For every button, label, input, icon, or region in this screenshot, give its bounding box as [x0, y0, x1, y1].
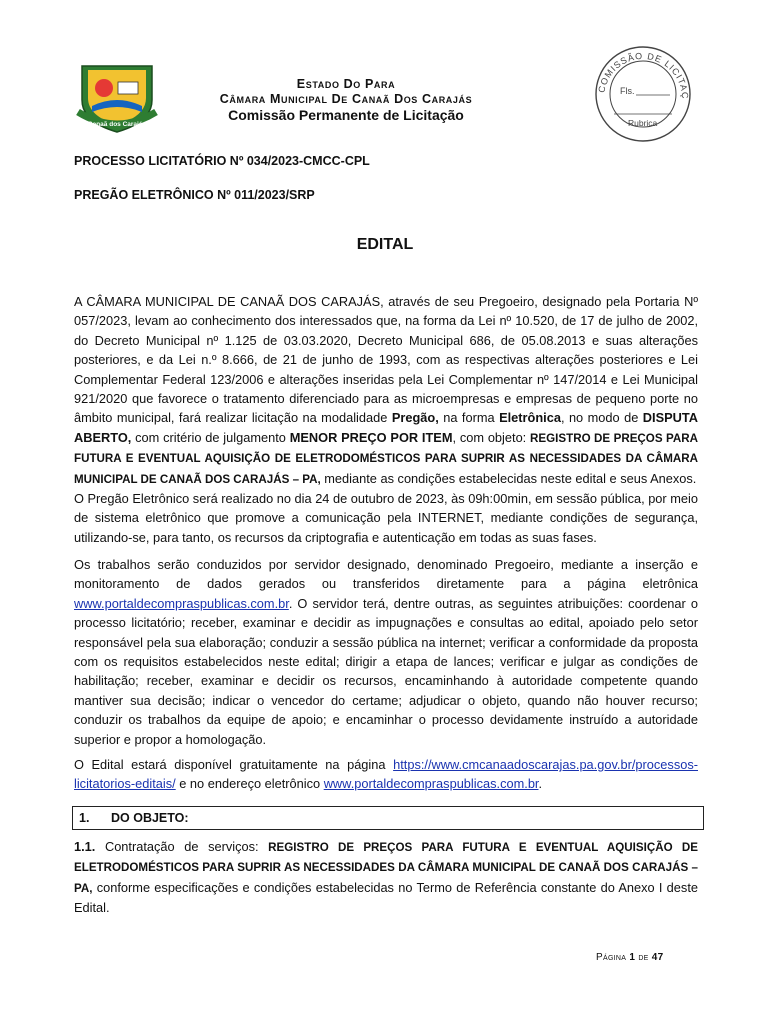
- session-paragraph: O Pregão Eletrônico será realizado no dia 24 de outubro de 2023, às 09h:00min, em sessão pública, por meio de sistema eletrônico que promove a comunicação pela INTERNET, mediante condições de segurança, utilizando-se, para tanto, os recursos da criptografia e autenticação em todas as suas fases.: [74, 491, 698, 545]
- text-span: . O servidor terá, dentre outras, as seguintes atribuições: coordenar o processo licitatório; receber, examinar e decidir as impugnações e consultas ao edital, apoiado pelo setor responsável pela sua elaboração; conduzir a sessão pública na internet; verificar a conformidade da proposta com os requisitos estabelecidos neste edital; dirigir a etapa de lances; verificar e julgar as condições de habilitação; receber, examinar e decidir os recursos, encaminhando à autoridade competente quando mantiver sua decisão; indicar o vencedor do certame; adjudicar o objeto, quando não houver recurso; conduzir os trabalhos da equipe de apoio; e encaminhar o processo devidamente instruído a autoridade superior e propor a homologação.: [74, 595, 698, 747]
- section-number: 1.: [79, 811, 90, 825]
- text-span: A CÂMARA MUNICIPAL DE CANAÃ DOS CARAJÁS, através de seu Pregoeiro, designado pela Portaria Nº 057/2023, levam ao conhecimento dos interessados que, na forma da Lei nº 10.520, de 17 de julho de 2002, do Decreto Municipal nº 1.125 de 03.03.2020, Decreto Municipal 686, de 05.08.2013 e suas alterações posteriores, e da Lei n.º 8.666, de 21 de junho de 1993, com as respectivas alterações posteriores e Lei Complementar Federal 123/2006 e alterações inseridas pela Lei Complementar nº 147/2014 e Lei Municipal 921/2020 que favorece o tratamento diferenciado para as microempresas e empresas de pequeno porte no âmbito municipal, fará realizar licitação na modalidade: [74, 294, 698, 426]
- clause-1-1: [74, 837, 698, 918]
- chamber-site-link[interactable]: https://www.cmcanaadoscarajas.pa.gov.br/processos-licitatorios-editais/: [74, 757, 698, 792]
- text-span: Contratação de serviços:: [95, 839, 269, 854]
- portal-link[interactable]: www.portaldecompraspublicas.com.br: [74, 595, 289, 611]
- availability-paragraph: [74, 755, 698, 794]
- commission-stamp: [590, 44, 696, 144]
- footer-page: 1: [629, 952, 636, 963]
- text-span: O Edital estará disponível gratuitamente na página: [74, 757, 394, 772]
- footer-sep: de: [638, 952, 649, 963]
- text-span: , com objeto:: [452, 429, 531, 445]
- portal-link-2[interactable]: www.portaldecompraspublicas.com.br: [323, 776, 539, 792]
- section-header-objeto: [72, 806, 704, 830]
- bold-span: Pregão,: [391, 410, 439, 426]
- duties-paragraph: [74, 555, 698, 749]
- svg-text:Fls.: Fls.: [620, 86, 635, 96]
- section-label: DO OBJETO:: [111, 811, 189, 825]
- bold-span: DISPUTA ABERTO,: [74, 410, 698, 445]
- page-footer: [596, 952, 663, 963]
- intro-paragraph: [74, 292, 698, 489]
- text-span: na forma: [438, 410, 500, 426]
- text-span: com critério de julgamento: [131, 429, 290, 445]
- stamp-seal-icon: [590, 44, 696, 144]
- text-span: Os trabalhos serão conduzidos por servidor designado, denominado Pregoeiro, mediante a inserção e monitoramento de dados gerados ou transferidos diretamente para a página eletrônica: [74, 557, 698, 592]
- text-span: , no modo de: [560, 410, 643, 426]
- bold-span: REGISTRO DE PREÇOS PARA FUTURA E EVENTUAL AQUISIÇÃO DE ELETRODOMÉSTICOS PARA SUPRIR AS NECESSIDADES DA CÂMARA MUNICIPAL DE CANAÃ DOS CARAJÁS – PA,: [74, 841, 698, 895]
- text-span: .: [538, 776, 543, 792]
- footer-total: 47: [651, 952, 664, 963]
- svg-text:COMISSÃO DE LICITAÇÃO: COMISSÃO DE LICITAÇ: [596, 50, 691, 100]
- pregao-number: PREGÃO ELETRÔNICO Nº 011/2023/SRP: [74, 188, 315, 202]
- svg-text:Rubrica: Rubrica: [628, 118, 658, 128]
- process-number: PROCESSO LICITATÓRIO Nº 034/2023-CMCC-CPL: [74, 154, 370, 168]
- text-span: conforme especificações e condições estabelecidas no Termo de Referência constante do Anexo I deste Edital.: [74, 879, 698, 916]
- svg-text:Canaã dos Carajás: Canaã dos Carajás: [87, 121, 147, 128]
- header-chamber: Câmara Municipal De Canaã Dos Carajás: [219, 92, 473, 106]
- header-commission: Comissão Permanente de Licitação: [228, 107, 464, 123]
- bold-span: REGISTRO DE PREÇOS PARA FUTURA E EVENTUAL AQUISIÇÃO DE ELETRODOMÉSTICOS PARA SUPRIR AS NECESSIDADES DA CÂMARA MUNICIPAL DE CANAÃ DOS CARAJÁS – PA,: [74, 431, 698, 486]
- text-span: e no endereço eletrônico: [175, 776, 324, 792]
- document-header: [160, 77, 532, 124]
- header-state: Estado Do Para: [296, 77, 396, 91]
- bold-span: MENOR PREÇO POR ITEM: [289, 429, 453, 445]
- document-title: EDITAL: [356, 236, 414, 253]
- footer-prefix: Página: [596, 952, 627, 963]
- municipal-logo: [74, 60, 160, 134]
- bold-span: Eletrônica: [499, 410, 561, 426]
- text-span: mediante as condições estabelecidas neste edital e seus Anexos.: [320, 470, 697, 486]
- clause-number: 1.1.: [74, 839, 96, 854]
